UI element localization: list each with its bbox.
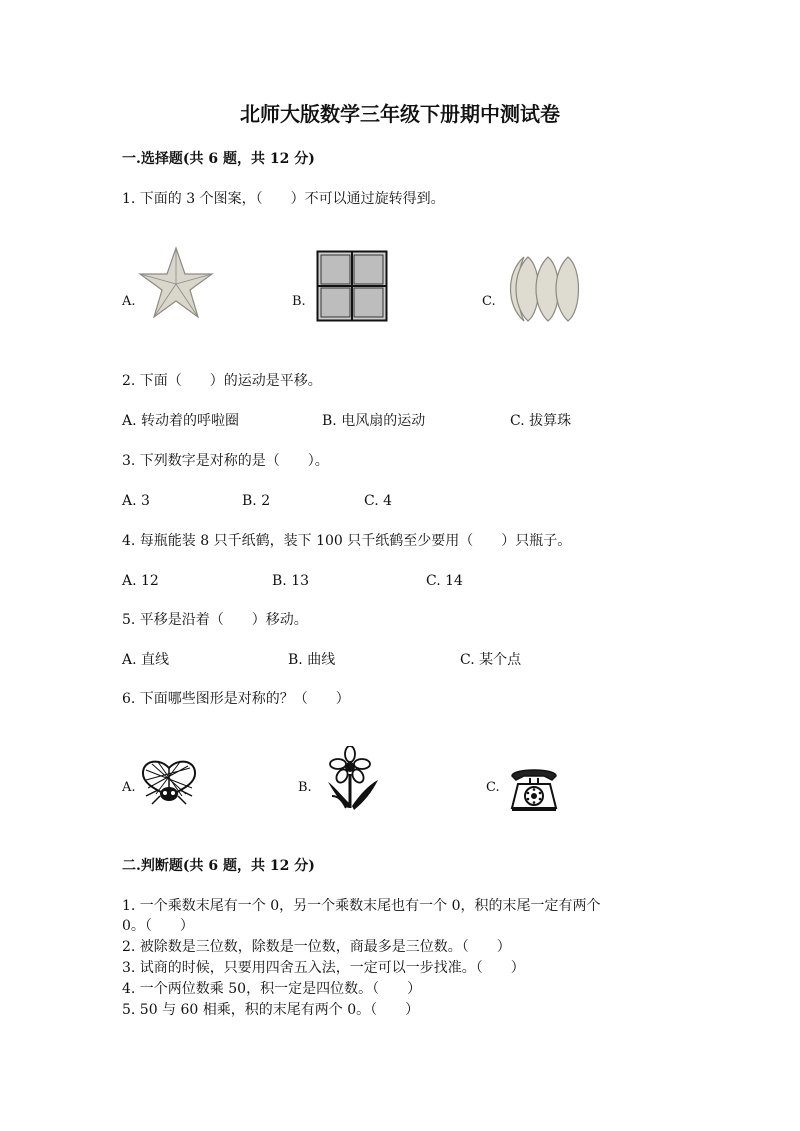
telephone-figure	[508, 766, 560, 812]
judge-line-5: 5. 50 与 60 相乘，积的末尾有两个 0。（ ）	[122, 1002, 420, 1018]
q6-stem: 6. 下面哪些图形是对称的？（ ）	[122, 691, 350, 707]
q6-option-c: C.	[486, 780, 500, 795]
page-title: 北师大版数学三年级下册期中测试卷	[240, 102, 560, 126]
q5-stem: 5. 平移是沿着（ ）移动。	[122, 612, 308, 628]
q5-option-c: C. 某个点	[460, 652, 522, 668]
insect-figure	[138, 758, 200, 806]
q4-option-a: A. 12	[122, 573, 159, 589]
crescent-moons-figure	[504, 254, 584, 324]
judge-line-1: 1. 一个乘数末尾有一个 0，另一个乘数末尾也有一个 0，积的末尾一定有两个	[122, 898, 601, 914]
judge-line-3: 3. 试商的时候，只要用四舍五入法，一定可以一步找准。（ ）	[122, 960, 525, 976]
star-figure	[138, 246, 214, 320]
q2-stem: 2. 下面（ ）的运动是平移。	[122, 373, 322, 389]
q3-stem: 3. 下列数字是对称的是（ ）。	[122, 453, 329, 469]
q4-stem: 4. 每瓶能装 8 只千纸鹤，装下 100 只千纸鹤至少要用（ ）只瓶子。	[122, 533, 572, 549]
q3-option-a: A. 3	[122, 493, 150, 509]
square-grid-figure	[316, 250, 388, 322]
judge-line-1-cont: 0。（ ）	[122, 918, 194, 934]
judge-line-4: 4. 一个两位数乘 50，积一定是四位数。（ ）	[122, 981, 422, 997]
q2-option-a: A. 转动着的呼啦圈	[122, 413, 240, 429]
q1-stem: 1. 下面的 3 个图案，（ ）不可以通过旋转得到。	[122, 191, 445, 207]
q5-option-b: B. 曲线	[288, 652, 336, 668]
section1-heading: 一.选择题(共 6 题，共 12 分)	[122, 151, 315, 167]
q3-option-b: B. 2	[242, 493, 271, 509]
q5-option-a: A. 直线	[122, 652, 170, 668]
q1-option-c: C.	[482, 294, 496, 309]
q2-option-b: B. 电风扇的运动	[322, 413, 426, 429]
q4-option-c: C. 14	[426, 573, 463, 589]
q3-option-c: C. 4	[364, 493, 393, 509]
q6-option-b: B.	[298, 780, 312, 795]
q4-option-b: B. 13	[272, 573, 310, 589]
section2-heading: 二.判断题(共 6 题，共 12 分)	[122, 858, 315, 874]
q6-option-a: A.	[122, 780, 136, 795]
q1-option-a: A.	[122, 294, 136, 309]
q1-option-b: B.	[292, 294, 306, 309]
flower-figure	[320, 746, 382, 812]
judge-line-2: 2. 被除数是三位数，除数是一位数，商最多是三位数。（ ）	[122, 939, 511, 955]
q2-option-c: C. 拔算珠	[510, 413, 572, 429]
